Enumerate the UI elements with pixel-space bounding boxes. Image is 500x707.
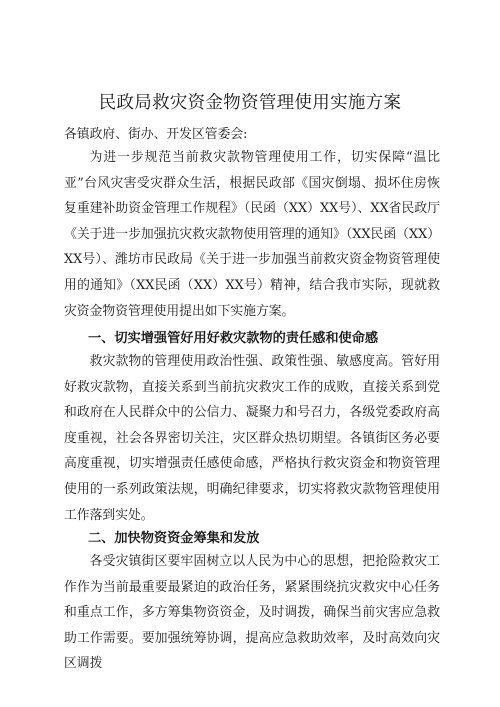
section-heading-1: 一、切实增强管好用好救灾款物的责任感和使命感 [88,331,379,346]
document-title: 民政局救灾资金物资管理使用实施方案 [98,93,402,113]
section-paragraph-1: 救灾款物的管理使用政治性强、政策性强、敏感度高。管好用好救灾款物，直接关系到当前抗灾救灾工作的成败，直接关系到党和政府在人民群众中的公信力、凝聚力和号召力，各级党委政府高度重视，社会各界密切关注，灾区群众热切期望。各镇街区务必要高度重视，切实增强责任感使命感，严格执行救灾资金和物资管理使用的一系列政策法规，明确纪律要求，切实将救灾款物管理使用工作落到实处。 [64,354,440,523]
section-paragraph-2: 各受灾镇街区要牢固树立以人民为中心的思想，把抢险救灾工作作为当前最重要最紧迫的政治任务，紧紧围绕抗灾救灾中心任务和重点工作，多方筹集物资资金，及时调拨，确保当前灾害应急救助工作需要。要加强统筹协调，提高应急救助效率，及时高效向灾区调拨 [64,554,440,672]
salutation: 各镇政府、街办、开发区管委会: [64,127,248,142]
intro-paragraph: 为进一步规范当前救灾款物管理使用工作，切实保障“温比亚”台风灾害受灾群众生活，根据民政部《国灾倒塌、损坏住房恢复重建补助资金管理工作规程》（民函（XX）XX号）、XX省民政厅《关于进一步加强抗灾救灾款物使用管理的通知》（XX民函（XX）XX号）、潍坊市民政局《关于进一步加强当前救灾资金物资管理使用的通知》（XX民函（XX）XX号）精神，结合我市实际，现就救灾资金物资管理使用提出如下实施方案。 [64,150,440,319]
section-heading-2: 二、加快物资资金筹集和发放 [88,531,260,546]
